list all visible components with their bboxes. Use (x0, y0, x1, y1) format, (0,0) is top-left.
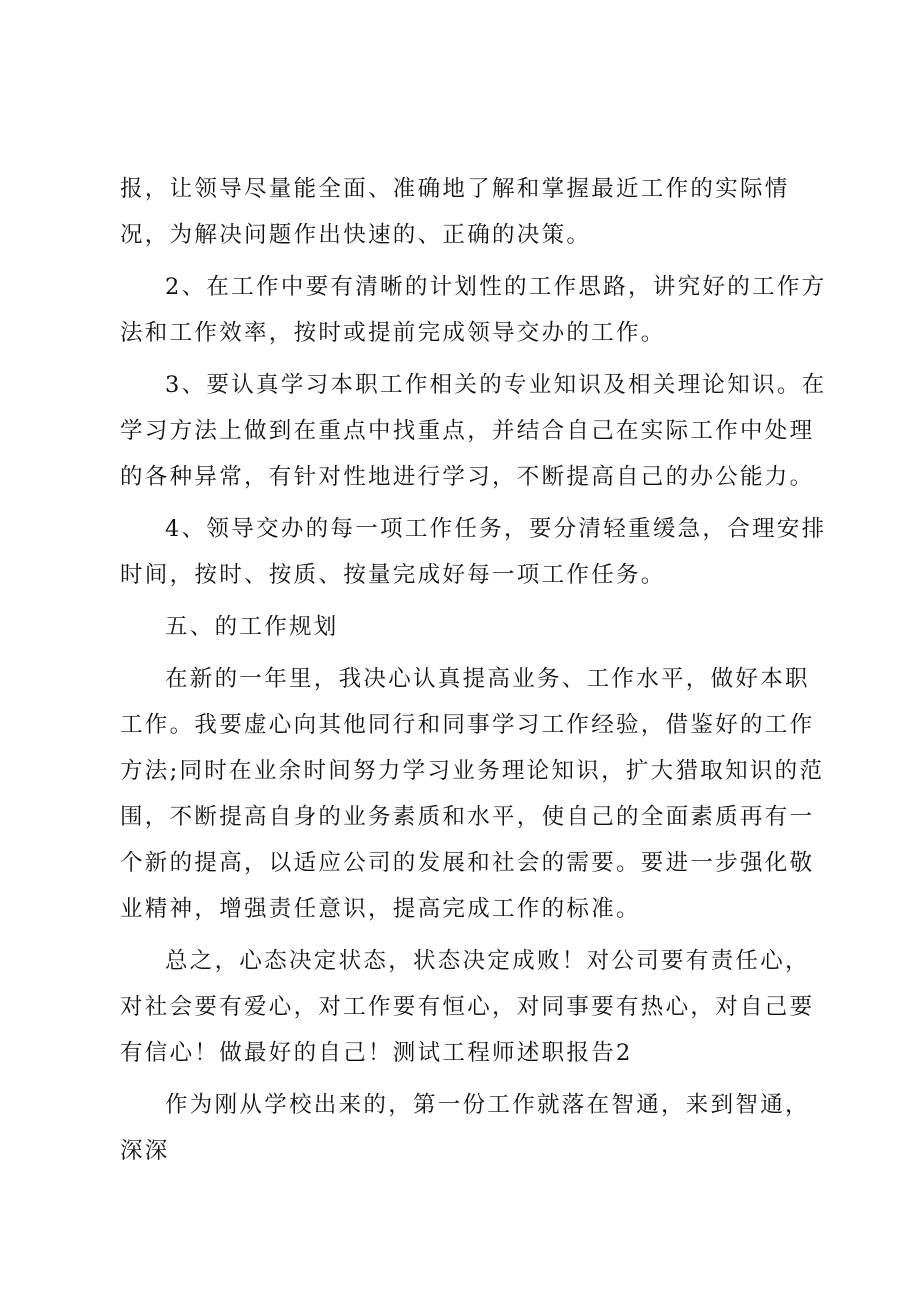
paragraph-item-3: 3、要认真学习本职工作相关的专业知识及相关理论知识。在学习方法上做到在重点中找重点，并结合自己在实际工作中处理的各种异常，有针对性地进行学习，不断提高自己的办公能力。 (120, 372, 827, 490)
paragraph-report-2-intro: 作为刚从学校出来的，第一份工作就落在智通，来到智通，深深 (120, 1092, 810, 1164)
paragraph-summary: 总之，心态决定状态，状态决定成败！对公司要有责任心，对社会要有爱心，对工作要有恒心，对同事要有热心，对自己要有信心！做最好的自己！测试工程师述职报告2 (120, 948, 815, 1066)
section-heading-work-plan: 五、的工作规划 (165, 614, 339, 640)
paragraph-item-4: 4、领导交办的每一项工作任务，要分清轻重缓急，合理安排时间，按时、按质、按量完成好每一项工作任务。 (120, 516, 827, 588)
paragraph-continuation: 报，让领导尽量能全面、准确地了解和掌握最近工作的实际情况，为解决问题作出快速的、正确的决策。 (120, 176, 790, 248)
paragraph-item-2: 2、在工作中要有清晰的计划性的工作思路，讲究好的工作方法和工作效率，按时或提前完成领导交办的工作。 (120, 274, 827, 346)
paragraph-work-plan: 在新的一年里，我决心认真提高业务、工作水平，做好本职工作。我要虚心向其他同行和同事学习工作经验，借鉴好的工作方法;同时在业余时间努力学习业务理论知识，扩大猎取知识的范围，不断提高自身的业务素质和水平，使自己的全面素质再有一个新的提高，以适应公司的发展和社会的需要。要进一步强化敬业精神，增强责任意识，提高完成工作的标准。 (120, 666, 825, 922)
document-body (120, 166, 828, 1180)
